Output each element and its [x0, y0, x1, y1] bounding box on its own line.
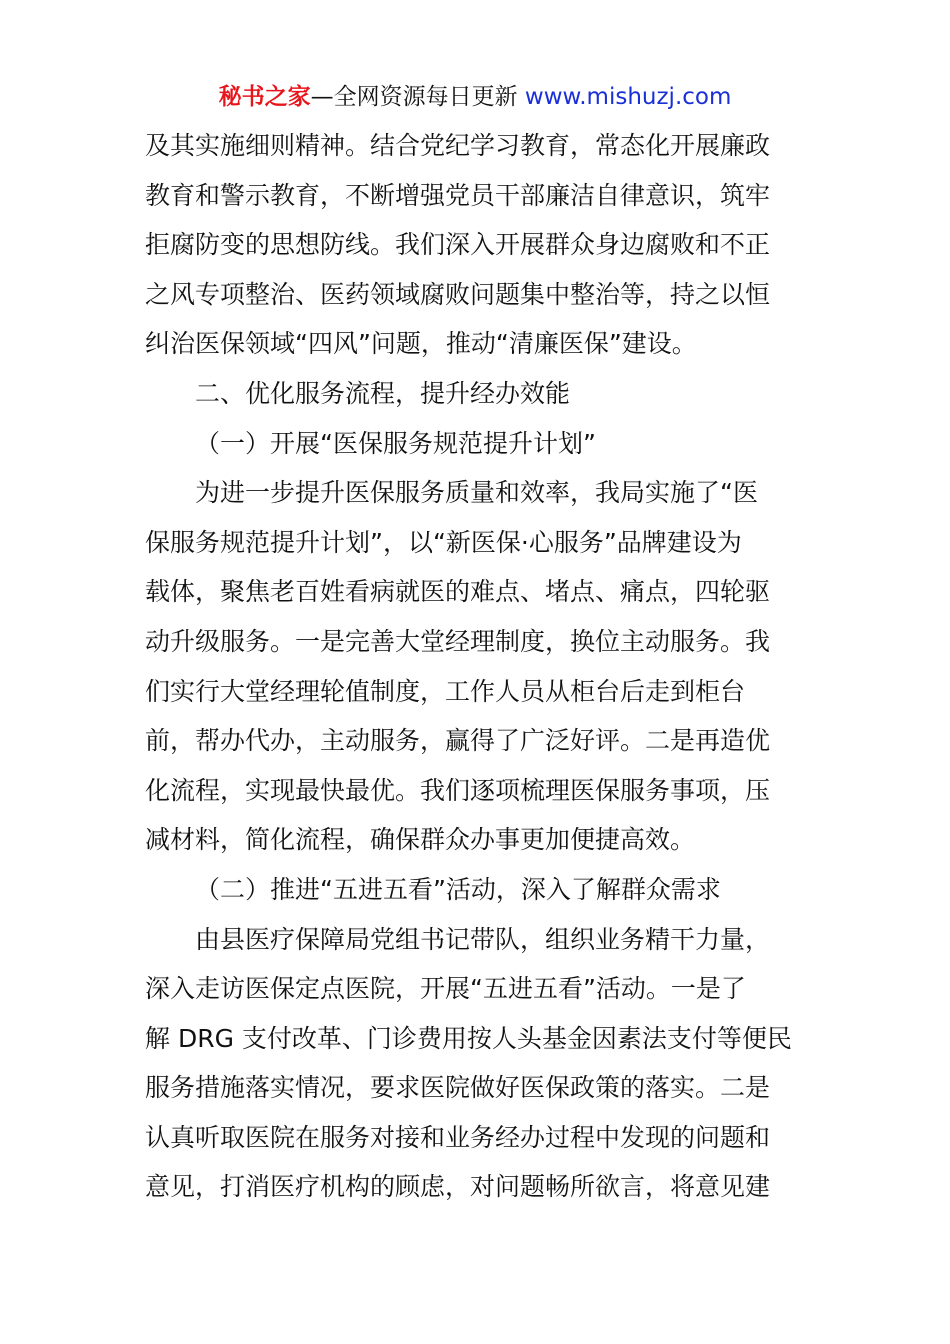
text-line: 及其实施细则精神。结合党纪学习教育，常态化开展廉政: [145, 131, 771, 160]
subsection-heading: （二）推进“五进五看”活动，深入了解群众需求: [195, 874, 721, 904]
text-line: 动升级服务。一是完善大堂经理制度，换位主动服务。我: [145, 626, 771, 656]
text-line: 教育和警示教育，不断增强党员干部廉洁自律意识，筑牢: [145, 180, 771, 210]
text-line: 认真听取医院在服务对接和业务经办过程中发现的问题和: [145, 1122, 771, 1152]
text-line: 载体，聚焦老百姓看病就医的难点、堵点、痛点，四轮驱: [145, 577, 771, 607]
text-line: 为进一步提升医保服务质量和效率，我局实施了“医: [195, 478, 758, 508]
text-line: 纠治医保领域“四风”问题，推动“清廉医保”建设。: [145, 329, 697, 359]
text-line: 前，帮办代办，主动服务，赢得了广泛好评。二是再造优: [145, 726, 771, 756]
text-line: 意见，打消医疗机构的顾虑，对问题畅所欲言，将意见建: [145, 1172, 771, 1202]
site-url[interactable]: www.mishuzj.com: [524, 84, 732, 110]
text-line: 之风专项整治、医药领域腐败问题集中整治等，持之以恒: [145, 279, 771, 309]
subsection-heading: （一）开展“医保服务规范提升计划”: [195, 428, 596, 458]
text-line: 由县医疗保障局党组书记带队，组织业务精干力量，: [195, 924, 771, 954]
text-line: 减材料，简化流程，确保群众办事更加便捷高效。: [145, 825, 696, 855]
document-body: [145, 121, 809, 1212]
text-line: 服务措施落实情况，要求医院做好医保政策的落实。二是: [145, 1073, 771, 1103]
text-line: 们实行大堂经理轮值制度，工作人员从柜台后走到柜台: [145, 676, 746, 706]
site-tagline: —全网资源每日更新: [310, 84, 525, 110]
text-line: 保服务规范提升计划”，以“新医保·心服务”品牌建设为: [145, 527, 742, 557]
text-line: 深入走访医保定点医院，开展“五进五看”活动。一是了: [145, 974, 746, 1004]
text-line: 解 DRG 支付改革、门诊费用按人头基金因素法支付等便民: [145, 1023, 792, 1053]
section-heading: 二、优化服务流程，提升经办效能: [195, 378, 571, 408]
text-line: 化流程，实现最快最优。我们逐项梳理医保服务事项，压: [145, 775, 771, 805]
page-header: [0, 80, 950, 114]
site-brand: 秘书之家: [218, 84, 311, 110]
text-line: 拒腐防变的思想防线。我们深入开展群众身边腐败和不正: [145, 230, 771, 260]
